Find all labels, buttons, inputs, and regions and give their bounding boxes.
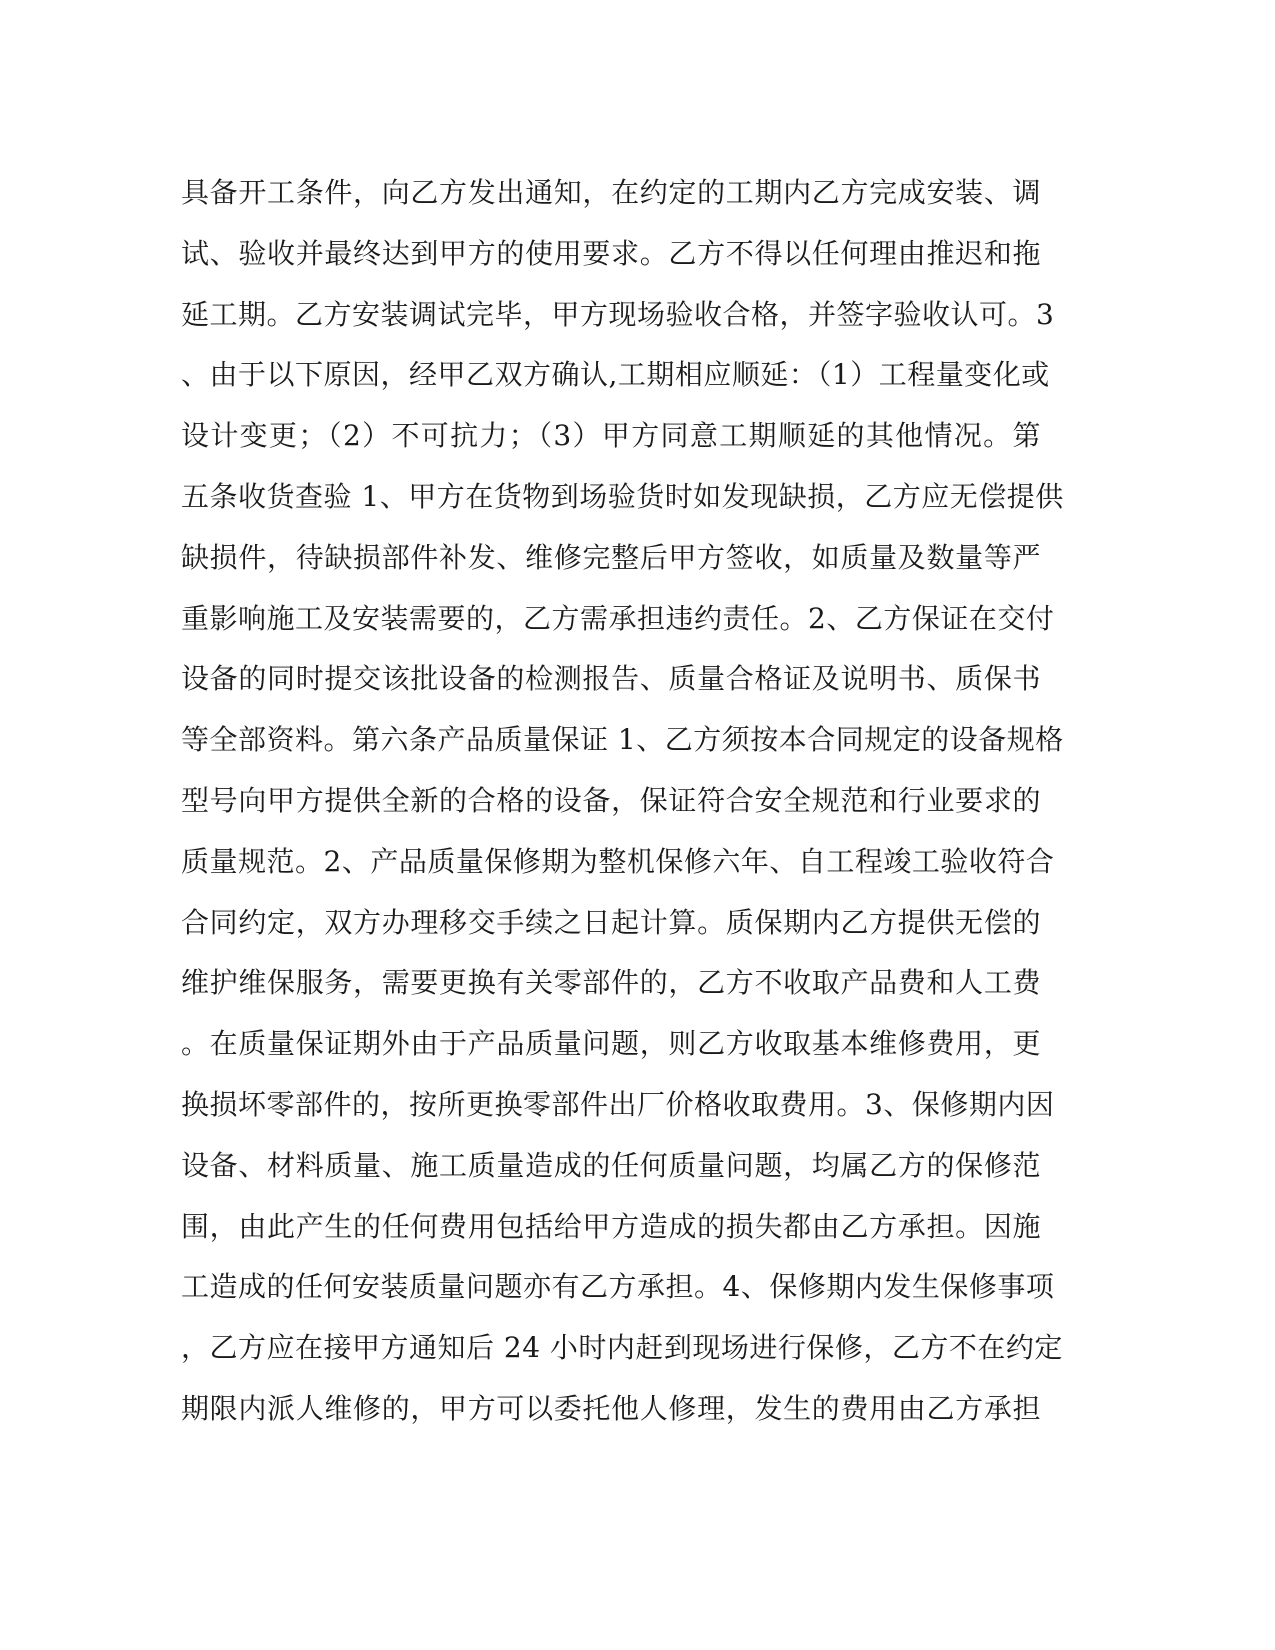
text-line: 质量规范。2、产品质量保修期为整机保修六年、自工程竣工验收符合 — [181, 844, 1055, 878]
text-line: 设计变更；（2）不可抗力；（3）甲方同意工期顺延的其他情况。第 — [181, 419, 1041, 453]
text-line: 工造成的任何安装质量问题亦有乙方承担。4、保修期内发生保修事项 — [181, 1270, 1055, 1304]
text-line: 换损坏零部件的，按所更换零部件出厂价格收取费用。3、保修期内因 — [181, 1087, 1055, 1121]
text-line: 期限内派人维修的，甲方可以委托他人修理，发生的费用由乙方承担 — [181, 1391, 1041, 1425]
contract-text-body — [181, 163, 1064, 1440]
text-line: 、由于以下原因，经甲乙双方确认,工期相应顺延：（1）工程量变化或 — [181, 358, 1050, 392]
text-line: ，乙方应在接甲方通知后 24 小时内赶到现场进行保修，乙方不在约定 — [181, 1331, 1063, 1365]
text-line: 设备、材料质量、施工质量造成的任何质量问题，均属乙方的保修范 — [181, 1148, 1041, 1182]
text-line: 型号向甲方提供全新的合格的设备，保证符合安全规范和行业要求的 — [181, 783, 1041, 817]
text-line: 缺损件，待缺损部件补发、维修完整后甲方签收，如质量及数量等严 — [181, 540, 1041, 574]
text-line: 五条收货查验 1、甲方在货物到场验货时如发现缺损，乙方应无偿提供 — [181, 479, 1064, 513]
text-line: 。在质量保证期外由于产品质量问题，则乙方收取基本维修费用，更 — [181, 1027, 1041, 1061]
text-line: 具备开工条件，向乙方发出通知，在约定的工期内乙方完成安装、调 — [181, 176, 1041, 209]
text-line: 维护维保服务，需要更换有关零部件的，乙方不收取产品费和人工费 — [181, 966, 1041, 1000]
text-line: 重影响施工及安装需要的，乙方需承担违约责任。2、乙方保证在交付 — [181, 601, 1055, 635]
text-line: 试、验收并最终达到甲方的使用要求。乙方不得以任何理由推迟和拖 — [181, 236, 1041, 270]
text-line: 设备的同时提交该批设备的检测报告、质量合格证及说明书、质保书 — [181, 662, 1041, 696]
text-line: 延工期。乙方安装调试完毕，甲方现场验收合格，并签字验收认可。3 — [181, 297, 1055, 331]
text-line: 等全部资料。第六条产品质量保证 1、乙方须按本合同规定的设备规格 — [181, 723, 1064, 757]
text-line: 合同约定，双方办理移交手续之日起计算。质保期内乙方提供无偿的 — [181, 905, 1041, 939]
text-line: 围，由此产生的任何费用包括给甲方造成的损失都由乙方承担。因施 — [181, 1209, 1041, 1243]
